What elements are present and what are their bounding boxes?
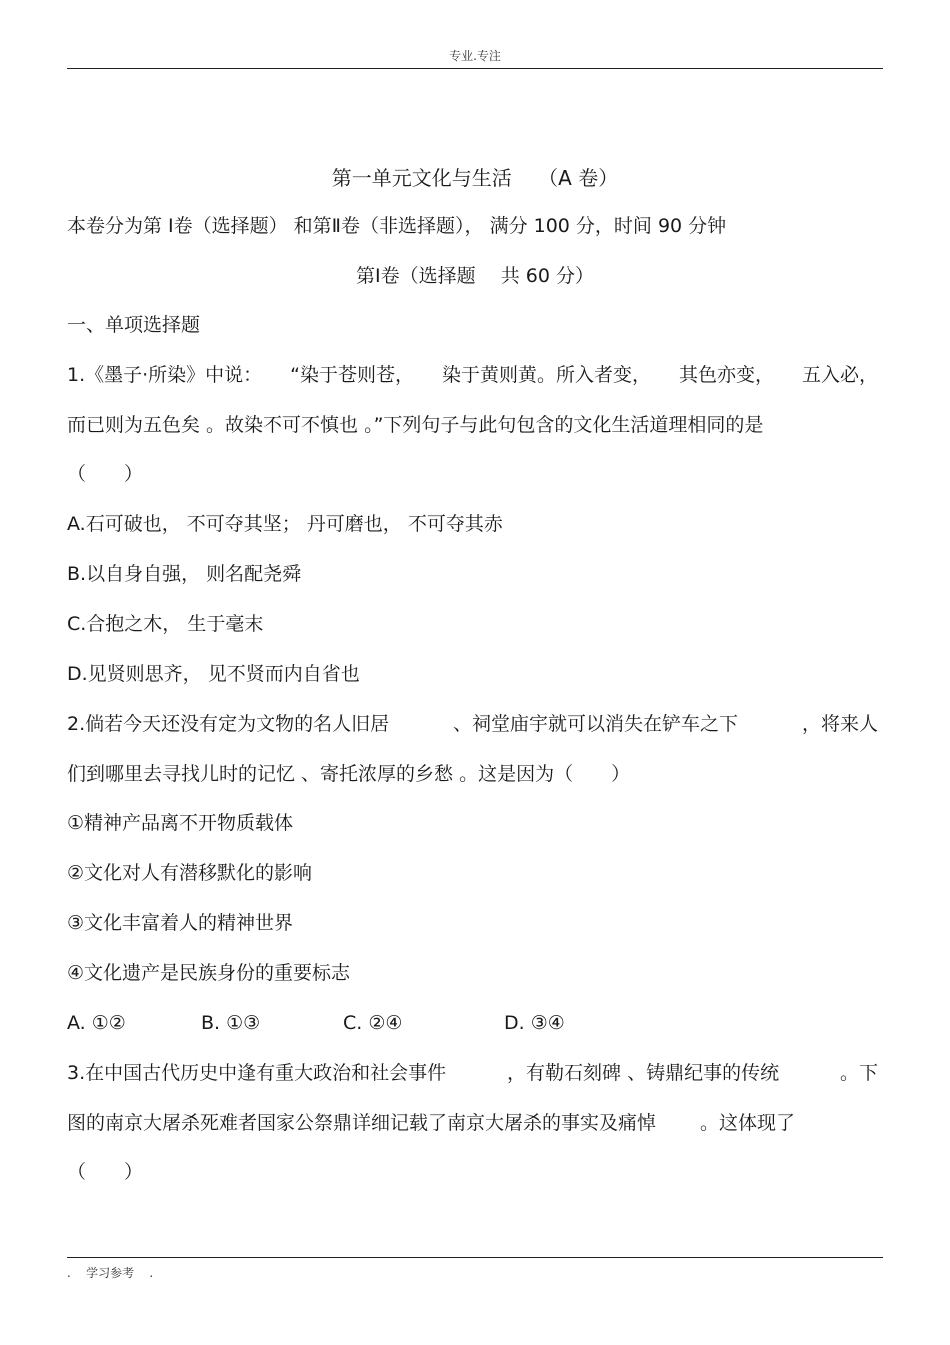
q1-segment: “染于苍则苍，	[290, 364, 414, 386]
q3-segment: 3.在中国古代历史中逢有重大政治和社会事件	[67, 1062, 447, 1084]
question-1-option-c: C.合抱之木， 生于毫末	[67, 613, 264, 635]
header-rule	[67, 68, 883, 69]
section-heading: 一、单项选择题	[67, 314, 201, 336]
q1-segment: 染于黄则黄。所入者变，	[441, 364, 651, 386]
question-1-option-a: A.石可破也， 不可夺其坚； 丹可磨也， 不可夺其赤	[67, 513, 503, 535]
q2-segment: ，将来人	[801, 713, 878, 735]
choice-a: A. ①②	[67, 1012, 126, 1034]
question-3-answer-paren: （ ）	[67, 1161, 144, 1183]
question-1-answer-paren: （ ）	[67, 463, 144, 485]
question-3-line-2: 图的南京大屠杀死难者国家公祭鼎详细记载了南京大屠杀的事实及痛悼 。这体现了	[67, 1112, 796, 1134]
q1-segment: 其色亦变，	[678, 364, 774, 386]
q3-segment: ，有勒石刻碑 、铸鼎纪事的传统	[507, 1062, 780, 1084]
exam-intro: 本卷分为第 Ⅰ卷（选择题） 和第Ⅱ卷（非选择题）， 满分 100 分，时间 90 分钟	[67, 215, 727, 237]
q3-segment: 。下	[839, 1062, 878, 1084]
choice-b: B. ①③	[201, 1012, 261, 1034]
choice-d: D. ③④	[504, 1012, 565, 1034]
document-title: 第一单元文化与生活 （A 卷）	[331, 166, 619, 190]
question-2-item-2: ②文化对人有潜移默化的影响	[67, 862, 313, 884]
question-1-option-b: B.以自身自强， 则名配尧舜	[67, 563, 302, 585]
choice-c: C. ②④	[343, 1012, 403, 1034]
question-3-line-1	[67, 1061, 878, 1085]
question-1-option-d: D.见贤则思齐， 见不贤而内自省也	[67, 663, 360, 685]
q1-segment: 五入必，	[801, 364, 878, 386]
page-header: 专业.专注	[449, 49, 501, 63]
q2-segment: 、祠堂庙宇就可以消失在铲车之下	[453, 713, 739, 735]
question-2-choices	[67, 1011, 883, 1035]
q1-segment: 1.《墨子·所染》中说：	[67, 364, 263, 386]
question-2-line-2: 们到哪里去寻找儿时的记忆 、寄托浓厚的乡愁 。这是因为（ ）	[67, 763, 631, 785]
question-2-item-4: ④文化遗产是民族身份的重要标志	[67, 962, 351, 984]
footer-rule	[67, 1257, 883, 1258]
question-1-line-1	[67, 363, 878, 387]
part-heading: 第Ⅰ卷（选择题 共 60 分）	[356, 265, 594, 287]
question-1-line-2: 而已则为五色矣 。故染不可不慎也 。”下列句子与此句包含的文化生活道理相同的是	[67, 414, 764, 436]
q2-segment: 2.倘若今天还没有定为文物的名人旧居	[67, 713, 390, 735]
question-2-item-3: ③文化丰富着人的精神世界	[67, 912, 294, 934]
question-2-line-1	[67, 712, 878, 736]
question-2-item-1: ①精神产品离不开物质载体	[67, 812, 294, 834]
page-footer: . 学习参考 .	[67, 1266, 154, 1280]
